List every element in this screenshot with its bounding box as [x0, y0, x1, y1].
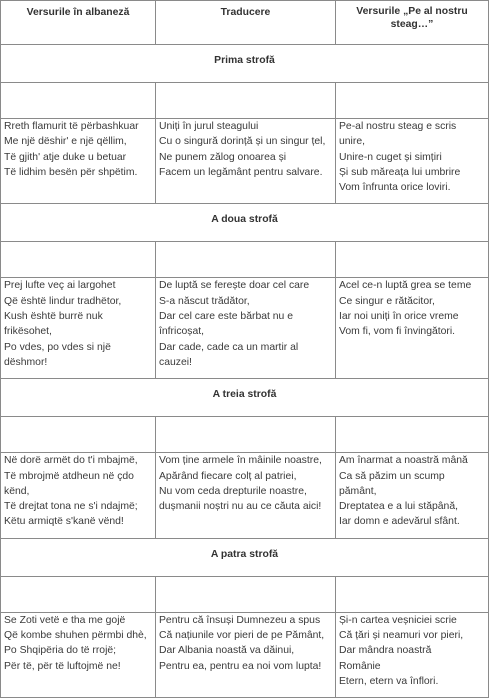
verse-line: Për të, për të luftojmë ne!: [4, 660, 121, 672]
verse-line: Și-n cartea veșniciei scrie: [339, 614, 457, 626]
stanza-row: [1, 453, 489, 538]
header-translation: Traducere: [156, 1, 336, 45]
lyrics-cell: [336, 119, 489, 204]
verse-line: Po vdes, po vdes si një: [4, 341, 111, 353]
verse-line: Ce singur e rătăcitor,: [339, 295, 435, 307]
albanian-cell: [1, 119, 156, 204]
verse-line: Vom ține armele în mâinile noastre,: [159, 455, 322, 467]
verse-line: Të gjith' atje duke u betuar: [4, 151, 127, 163]
verse-line: Po Shqipëria do të rrojë;: [4, 645, 117, 657]
verse-line: Pentru că însuși Dumnezeu a spus: [159, 614, 321, 626]
header-lyrics: [336, 1, 489, 45]
verse-line: Rreth flamurit të përbashkuar: [4, 121, 139, 132]
verse-line: Nu vom ceda drepturile noastre,: [159, 485, 307, 497]
verse-line: Dar mândra noastră: [339, 645, 432, 657]
stanza-title: A treia strofă: [1, 379, 489, 417]
stanza-title-row: [1, 204, 489, 242]
verse-line: Prej lufte veç ai largohet: [4, 280, 116, 292]
verse-line: Românie: [339, 660, 381, 672]
verse-line: Dreptatea e a lui stăpână,: [339, 501, 458, 513]
verse-line: Etern, etern va înflori.: [339, 675, 439, 687]
header-lyrics-line2: „Pe al nostru steag…”: [390, 6, 468, 30]
verse-line: Që është lindur tradhëtor,: [4, 295, 122, 307]
verse-line: Dar Albania noastă va dăinui,: [159, 645, 295, 657]
stanza-row: [1, 119, 489, 204]
verse-line: Dar cel care este bărbat nu e: [159, 311, 293, 323]
header-lyrics-line1: Versurile: [356, 6, 401, 17]
verse-line: Că țări și neamuri vor pieri,: [339, 630, 464, 642]
verse-line: Kush është burrë nuk: [4, 311, 103, 323]
verse-line: Të drejtat tona ne s'i ndajmë;: [4, 501, 138, 513]
stanza-row: [1, 612, 489, 697]
stanza-title: A patra strofă: [1, 538, 489, 576]
verse-line: Că națiunile vor pieri de pe Pământ,: [159, 630, 325, 642]
lyrics-cell: [336, 612, 489, 697]
verse-line: dëshmor!: [4, 356, 48, 368]
verse-line: dușmanii noștri nu au ce căuta aici!: [159, 501, 322, 513]
verse-line: Uniți în jurul steagului: [159, 121, 259, 132]
verse-line: Pe-al nostru steag e scris: [339, 121, 457, 132]
verse-line: Të mbrojmë atdheun në çdo: [4, 470, 134, 482]
verse-line: Të lidhim besën për shpëtim.: [4, 166, 138, 178]
stanza-title-row: [1, 379, 489, 417]
verse-line: Iar noi uniți în orice vreme: [339, 311, 459, 323]
verse-line: Ne punem zălog onoarea și: [159, 151, 287, 163]
spacer-row: [1, 83, 489, 119]
spacer-row: [1, 576, 489, 612]
verse-line: kënd,: [4, 485, 30, 497]
albanian-cell: [1, 278, 156, 379]
verse-line: Në dorë armët do t'i mbajmë,: [4, 455, 138, 467]
header-albanian: Versurile în albaneză: [1, 1, 156, 45]
spacer-row: [1, 417, 489, 453]
verse-line: Me një dëshir' e një qëllim,: [4, 136, 127, 148]
verse-line: Pentru ea, pentru ea noi vom lupta!: [159, 660, 322, 672]
verse-line: pământ,: [339, 485, 377, 497]
lyrics-cell: [336, 453, 489, 538]
verse-line: Cu o singură dorință și un singur țel,: [159, 136, 326, 148]
verse-line: Am înarmat a noastră mână: [339, 455, 468, 467]
verse-line: Këtu armiqtë s'kanë vënd!: [4, 516, 124, 528]
verse-line: S-a născut trădător,: [159, 295, 250, 307]
translation-cell: [156, 612, 336, 697]
verse-line: De luptă se ferește doar cel care: [159, 280, 310, 292]
verse-line: Iar domn e adevărul sfânt.: [339, 516, 460, 528]
verse-line: Acel ce-n luptă grea se teme: [339, 280, 472, 292]
translation-cell: [156, 119, 336, 204]
verse-line: Se Zoti vetë e tha me gojë: [4, 614, 126, 626]
stanza-row: [1, 278, 489, 379]
verse-line: Dar cade, cade ca un martir al: [159, 341, 299, 353]
stanza-title-row: [1, 45, 489, 83]
verse-line: Facem un legământ pentru salvare.: [159, 166, 323, 178]
translation-cell: [156, 278, 336, 379]
verse-line: Vom înfrunta orice loviri.: [339, 182, 451, 194]
verse-line: frikësohet,: [4, 326, 52, 338]
stanza-title: Prima strofă: [1, 45, 489, 83]
verse-line: unire,: [339, 136, 365, 148]
lyrics-cell: [336, 278, 489, 379]
verse-line: Që kombe shuhen përmbi dhè,: [4, 630, 147, 642]
verse-line: Apărând fiecare colț al patriei,: [159, 470, 297, 482]
verse-line: înfricoșat,: [159, 326, 205, 338]
translation-cell: [156, 453, 336, 538]
verse-line: cauzei!: [159, 356, 192, 368]
albanian-cell: [1, 453, 156, 538]
albanian-cell: [1, 612, 156, 697]
verse-line: Unire-n cuget și simțiri: [339, 151, 442, 163]
header-row: [1, 1, 489, 45]
spacer-row: [1, 242, 489, 278]
verse-line: Vom fi, vom fi învingători.: [339, 326, 456, 338]
verse-line: Și sub măreața lui umbrire: [339, 166, 461, 178]
stanza-title-row: [1, 538, 489, 576]
verse-line: Ca să păzim un scump: [339, 470, 445, 482]
stanza-title: A doua strofă: [1, 204, 489, 242]
